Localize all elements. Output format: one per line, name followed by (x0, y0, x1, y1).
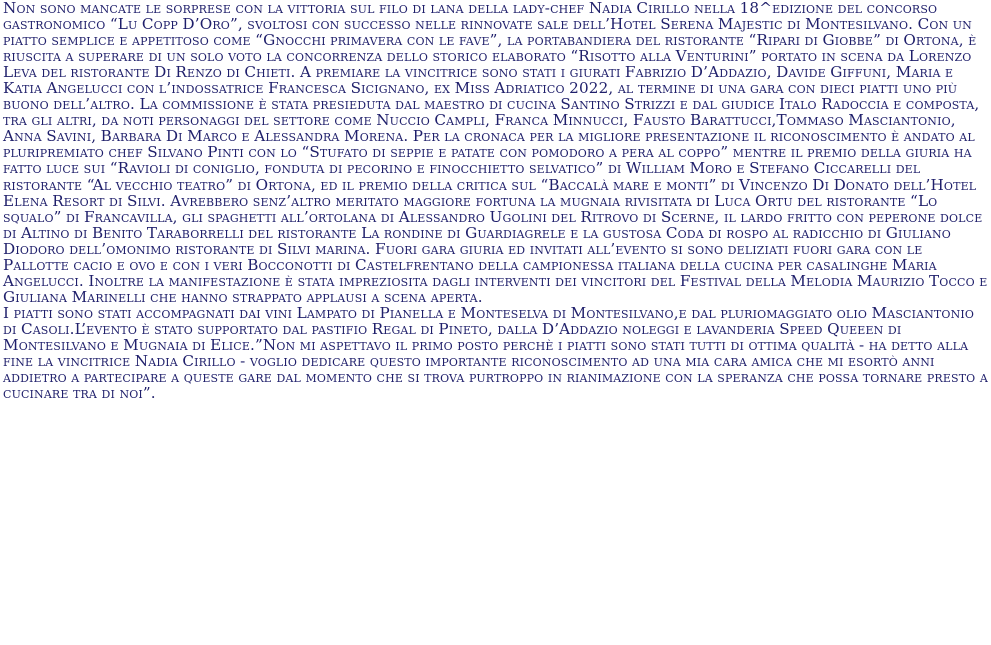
article-paragraph: I piatti sono stati accompagnati dai vini Lampato di Pianella e Monteselva di Montesilvano,e dal pluriomaggiato olio Masciantonio di Casoli.L’evento è stato supportato dal pastifio Regal di Pineto, dalla D’Addazio noleggi e lavanderia Speed Queeen di Montesilvano e Mugnaia di Elice.”Non mi aspettavo il primo posto perchè i piatti sono stati tutti di ottima qualità - ha detto alla fine la vincitrice Nadia Cirillo - voglio dedicare questo importante riconoscimento ad una mia cara amica che mi esortò anni addietro a partecipare a queste gare dal momento che si trova purtroppo in rianimazione con la speranza che possa tornare presto a cucinare tra di noi”. (3, 303, 988, 403)
article-paragraph: Non sono mancate le sorprese con la vittoria sul filo di lana della lady-chef Nadia Cirillo nella 18^edizione del concorso gastronomico “Lu Copp D’Oro”, svoltosi con successo nelle rinnovate sale dell’Hotel Serena Majestic di Montesilvano. Con un piatto semplice e appetitoso come “Gnocchi primavera con le fave”, la portabandiera del ristorante “Ripari di Giobbe” di Ortona, è riuscita a superare di un solo voto la concorrenza dello storico elaborato “Risotto alla Venturini” portato in scena da Lorenzo Leva del ristorante Di Renzo di Chieti. A premiare la vincitrice sono stati i giurati Fabrizio D’Addazio, Davide Giffuni, Maria e Katia Angelucci con l’indossatrice Francesca Sicignano, ex Miss Adriatico 2022, al termine di una gara con dieci piatti uno più buono dell’altro. La commissione è stata presieduta dal maestro di cucina Santino Strizzi e dal giudice Italo Radoccia e composta, tra gli altri, da noti personaggi del settore come Nuccio Campli, Franca Minnucci, Fausto Barattucci,Tommaso Masciantonio, Anna Savini, Barbara Di Marco e Alessandra Morena. Per la cronaca per la migliore presentazione il riconoscimento è andato al pluripremiato chef Silvano Pinti con lo “Stufato di seppie e patate con pomodoro a pera al coppo” mentre il premio della giuria ha fatto luce sui “Ravioli di coniglio, fonduta di pecorino e finocchietto selvatico” di William Moro e Stefano Ciccarelli del ristorante “Al vecchio teatro” di Ortona, ed il premio della critica sul “Baccalà mare e monti” di Vincenzo Di Donato dell’Hotel Elena Resort di Silvi. Avrebbero senz’altro meritato maggiore fortuna la mugnaia rivisitata di Luca Ortu del ristorante “Lo squalo” di Francavilla, gli spaghetti all’ortolana di Alessandro Ugolini del Ritrovo di Scerne, il lardo fritto con peperone dolce di Altino di Benito Taraborrelli del ristorante La rondine di Guardiagrele e la gustosa Coda di rospo al radicchio di Giuliano Diodoro dell’omonimo ristorante di Silvi marina. Fuori gara giuria ed invitati all’evento si sono deliziati fuori gara con le Pallotte cacio e ovo e con i veri Bocconotti di Castelfrentano della campionessa italiana della cucina per casalinghe Maria Angelucci. Inoltre la manifestazione è stata impreziosita dagli interventi dei vincitori del Festival della Melodia Maurizio Tocco e Giuliana Marinelli che hanno strappato applausi a scena aperta. (3, 0, 988, 306)
